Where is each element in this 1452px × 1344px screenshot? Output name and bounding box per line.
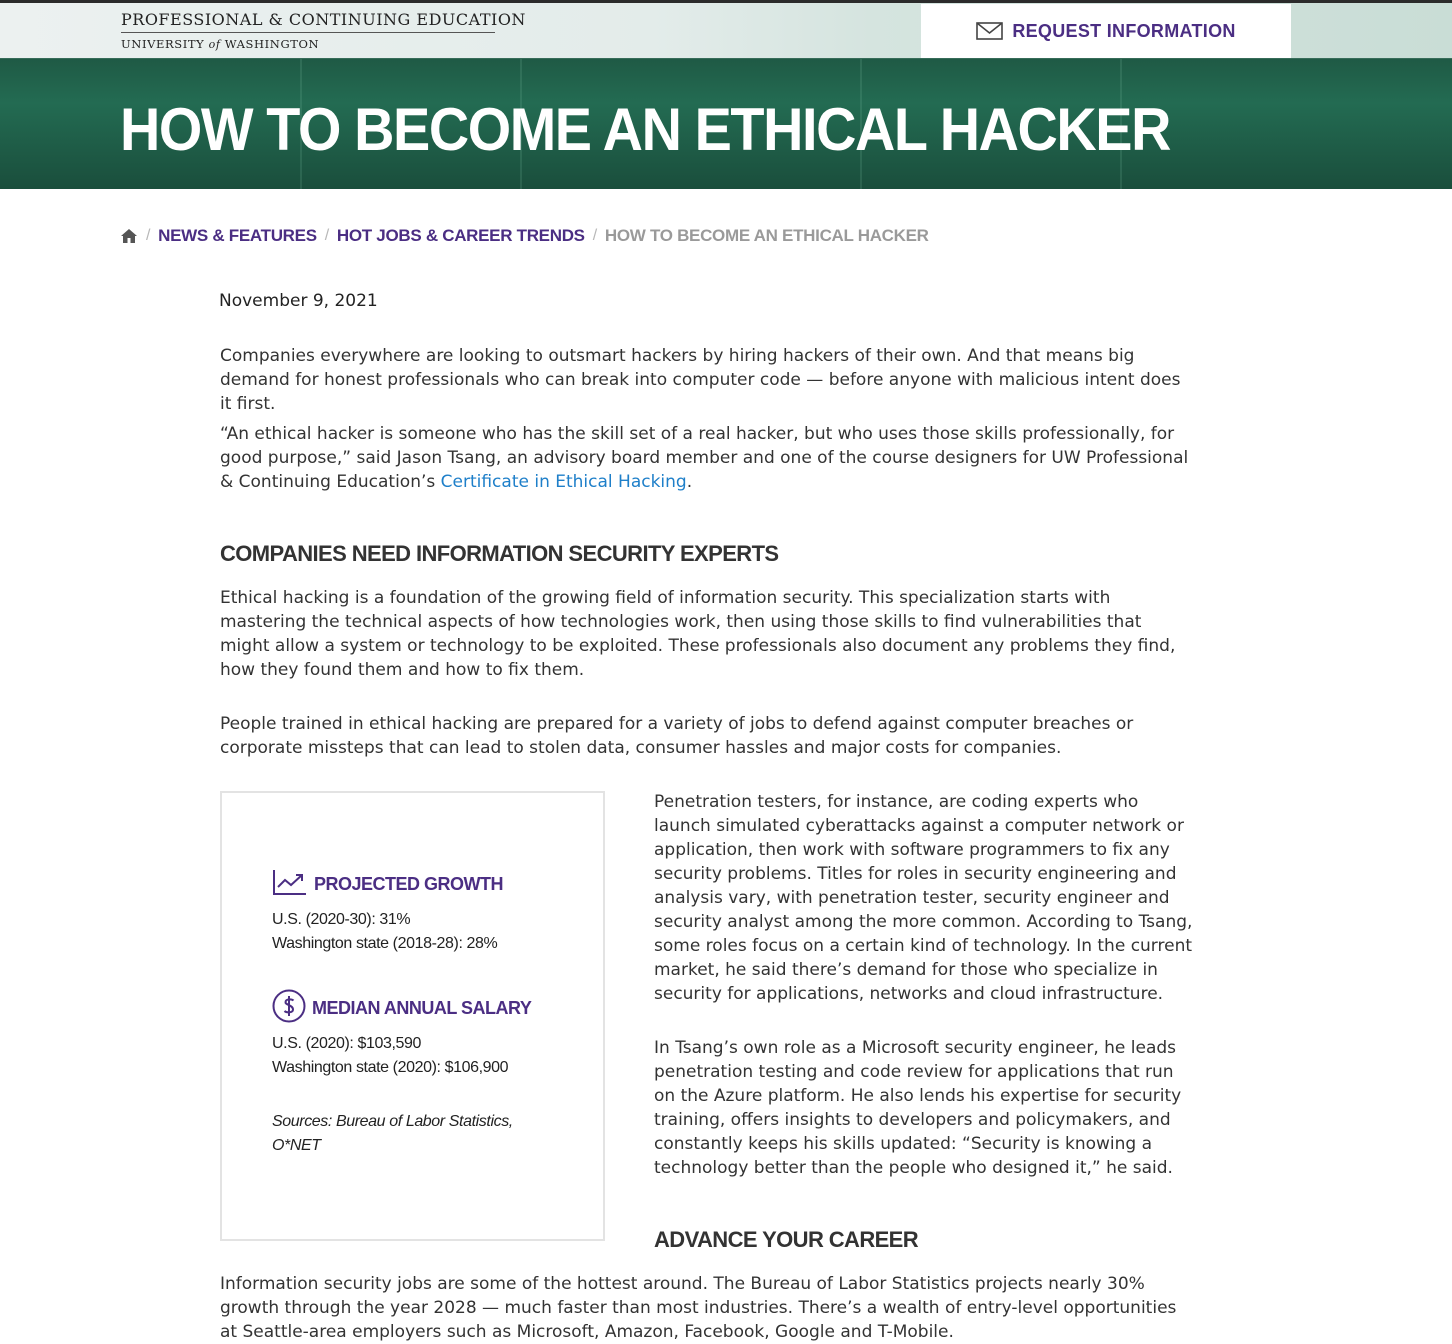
article-paragraph-7: Information security jobs are some of the hottest around. The Bureau of Labor Statistics projects nearly 30% growth through the year 2028 — much faster than most industries. There’s a wealth of entry-level opportunities at Seattle-area employers such as Microsoft, Amazon, Facebook, Google and T-Mobile.	[220, 1274, 1177, 1342]
dollar-icon	[272, 989, 306, 1028]
request-information-button[interactable]	[921, 4, 1291, 58]
certificate-ethical-hacking-link[interactable]: Certificate in Ethical Hacking	[440, 472, 687, 492]
breadcrumb-news-features[interactable]: NEWS & FEATURES	[158, 226, 317, 245]
article-paragraph-3: Ethical hacking is a foundation of the growing field of information security. This specialization starts with mastering the technical aspects of how technologies work, then using those skills to find vulnerabilities that might allow a system or technology to be exploited. These professionals also document any problems they find, how they found them and how to fix them.	[220, 588, 1176, 680]
section-heading-advance-career: ADVANCE YOUR CAREER	[654, 1227, 919, 1252]
projected-growth-title: PROJECTED GROWTH	[314, 874, 504, 894]
article-paragraph-1: Companies everywhere are looking to outsmart hackers by hiring hackers of their own. And that means big demand for honest professionals who can break into computer code — before anyone with malicious intent does it first.	[220, 346, 1181, 414]
paragraph-2-end: .	[686, 472, 693, 492]
logo-washington: WASHINGTON	[224, 37, 320, 51]
article-paragraph-4: People trained in ethical hacking are prepared for a variety of jobs to defend against computer breaches or corporate missteps that can lead to stolen data, consumer hassles and major costs for companies.	[220, 714, 1134, 758]
median-salary-heading	[272, 989, 531, 1028]
logo-university: UNIVERSITY	[121, 37, 205, 51]
logo-of: of	[208, 38, 221, 51]
median-salary-title: MEDIAN ANNUAL SALARY	[312, 998, 532, 1018]
breadcrumb-separator: /	[592, 227, 597, 244]
logo-line-1: PROFESSIONAL & CONTINUING EDUCATION	[121, 10, 495, 33]
paragraph-2-text: “An ethical hacker is someone who has the skill set of a real hacker, but who uses those skills professionally, for good purpose,” said Jason Tsang, an advisory board member and one of the course designers for UW Professional & Continuing Education’s	[220, 424, 1189, 492]
projected-growth-heading	[272, 868, 503, 901]
breadcrumb-separator: /	[146, 227, 151, 244]
growth-us: U.S. (2020-30): 31%	[272, 911, 411, 928]
breadcrumb-hot-jobs[interactable]: HOT JOBS & CAREER TRENDS	[336, 226, 585, 245]
salary-washington: Washington state (2020): $106,900	[272, 1059, 509, 1076]
stats-sources: Sources: Bureau of Labor Statistics, O*NET	[272, 1113, 513, 1154]
salary-us: U.S. (2020): $103,590	[272, 1035, 422, 1052]
growth-washington: Washington state (2018-28): 28%	[272, 935, 498, 952]
breadcrumb	[120, 226, 929, 246]
page-title: HOW TO BECOME AN ETHICAL HACKER	[120, 96, 1171, 163]
article-paragraph-5: Penetration testers, for instance, are coding experts who launch simulated cyberattacks against a computer network or application, then work with software programmers to fix any security problems. Titles for roles in security engineering and analysis vary, with penetration tester, security engineer and security analyst among the more common. According to Tsang, some roles focus on a certain kind of technology. In the current market, he said there’s demand for those who specialize in security for applications, networks and cloud infrastructure.	[654, 792, 1193, 1004]
breadcrumb-current: HOW TO BECOME AN ETHICAL HACKER	[604, 226, 929, 245]
envelope-icon	[976, 22, 1003, 40]
article-paragraph-6: In Tsang’s own role as a Microsoft security engineer, he leads penetration testing and code review for applications that run on the Azure platform. He also lends his expertise for security training, offers insights to developers and policymakers, and constantly keeps his skills updated: “Security is knowing a technology better than the people who designed it,” he said.	[654, 1038, 1182, 1178]
pce-logo[interactable]	[121, 10, 526, 51]
article-paragraph-2	[220, 422, 1192, 494]
trend-up-icon	[272, 868, 308, 901]
home-icon[interactable]	[120, 227, 138, 245]
stats-sidebar	[220, 791, 605, 1241]
breadcrumb-separator: /	[324, 227, 329, 244]
article-date: November 9, 2021	[219, 291, 378, 311]
section-heading-security-experts: COMPANIES NEED INFORMATION SECURITY EXPERTS	[220, 541, 779, 566]
logo-line-2	[121, 33, 495, 51]
request-information-label: REQUEST INFORMATION	[1012, 20, 1236, 41]
